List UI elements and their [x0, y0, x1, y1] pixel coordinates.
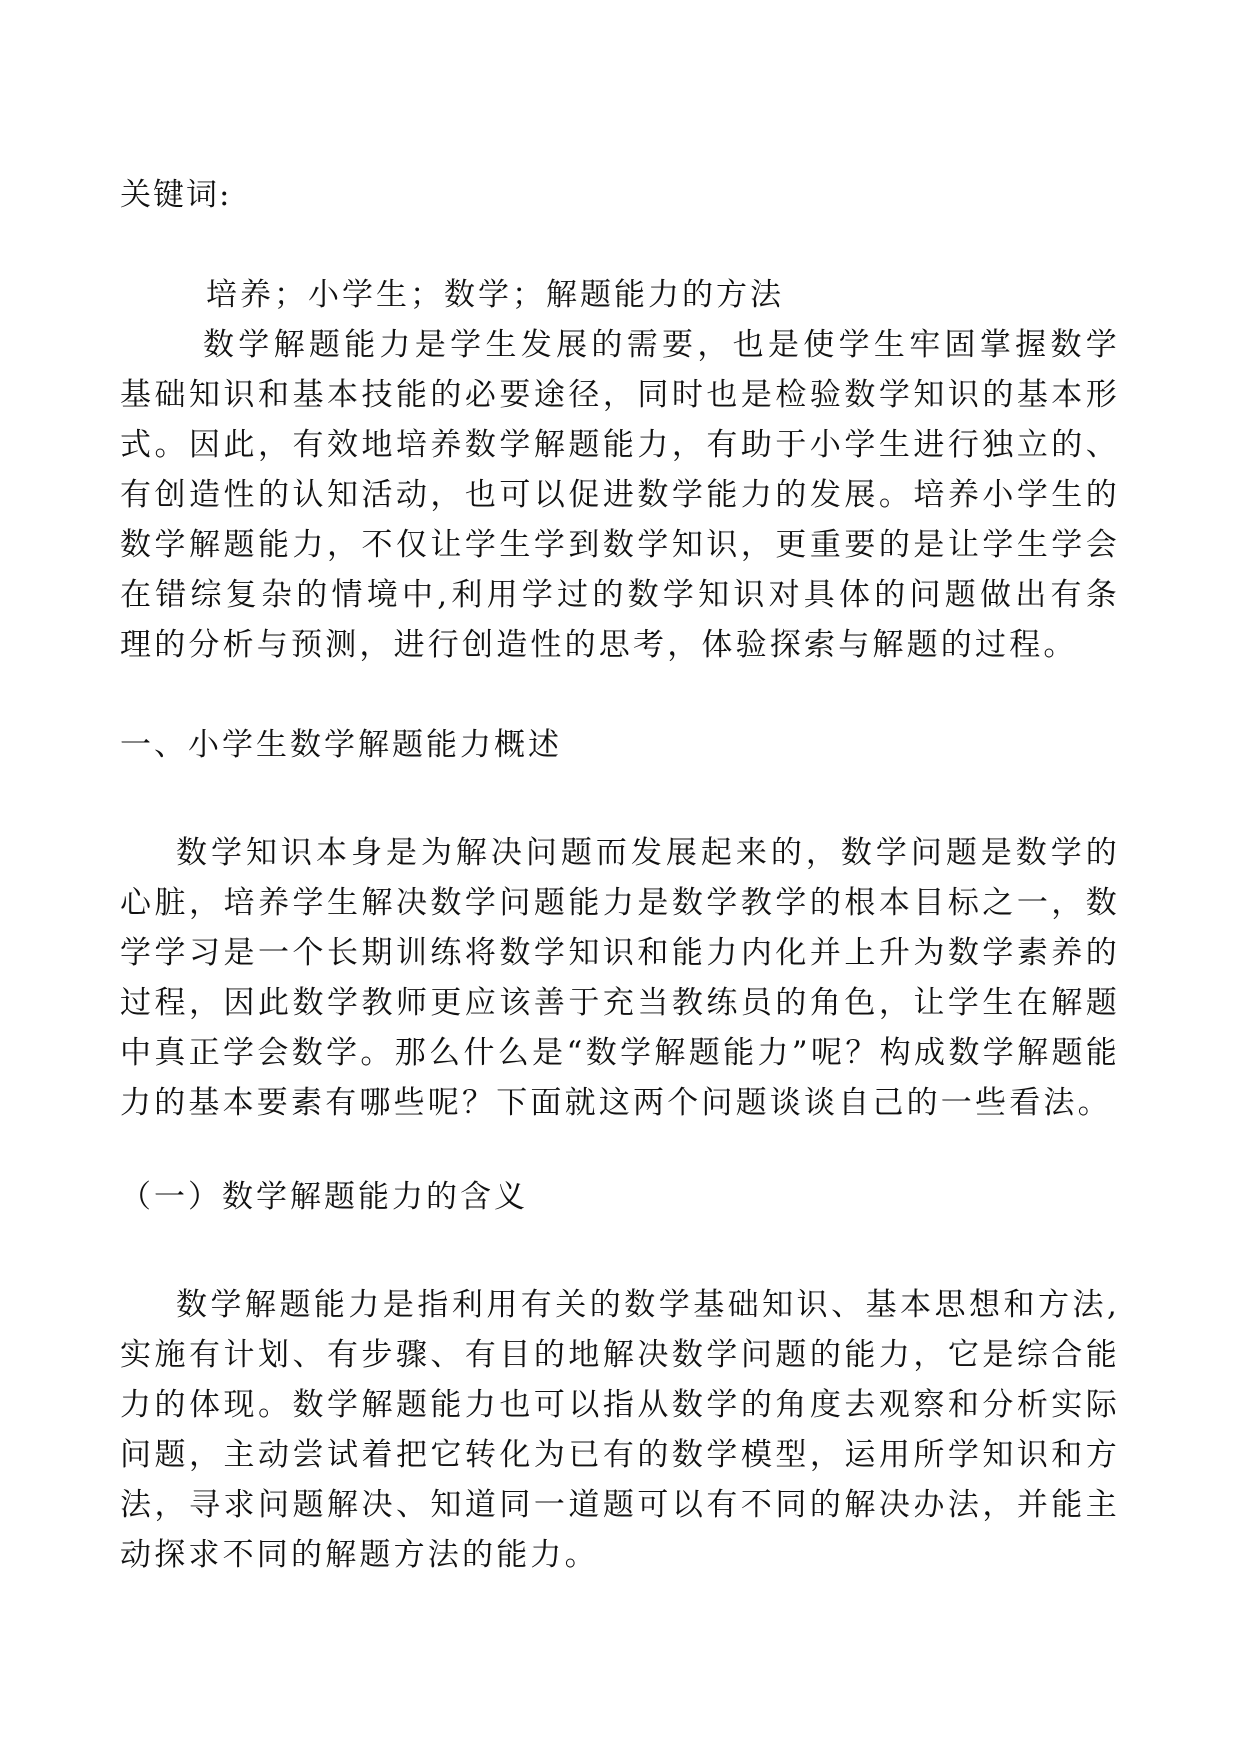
keywords-list: 培养；小学生；数学；解题能力的方法 — [206, 277, 784, 313]
section-heading: 一、小学生数学解题能力概述 — [120, 727, 562, 763]
document-body — [120, 170, 1120, 1580]
keywords-label: 关键词: — [120, 177, 232, 213]
subsection-paragraph: 数学解题能力是指利用有关的数学基础知识、基本思想和方法,实施有计划、有步骤、有目的地解决数学问题的能力，它是综合能力的体现。数学解题能力也可以指从数学的角度去观察和分析实际问题，主动尝试着把它转化为已有的数学模型，运用所学知识和方法，寻求问题解决、知道同一道题可以有不同的解决办法，并能主动探求不同的解题方法的能力。 — [120, 1287, 1120, 1573]
subsection-heading: （一）数学解题能力的含义 — [120, 1179, 528, 1215]
section-paragraph: 数学知识本身是为解决问题而发展起来的，数学问题是数学的心脏，培养学生解决数学问题能力是数学教学的根本目标之一，数学学习是一个长期训练将数学知识和能力内化并上升为数学素养的过程，因此数学教师更应该善于充当教练员的角色，让学生在解题中真正学会数学。那么什么是“数学解题能力”呢？构成数学解题能力的基本要素有哪些呢？下面就这两个问题谈谈自己的一些看法。 — [120, 835, 1120, 1121]
intro-paragraph: 数学解题能力是学生发展的需要，也是使学生牢固掌握数学基础知识和基本技能的必要途径，同时也是检验数学知识的基本形式。因此，有效地培养数学解题能力，有助于小学生进行独立的、有创造性的认知活动，也可以促进数学能力的发展。培养小学生的数学解题能力，不仅让学生学到数学知识，更重要的是让学生学会在错综复杂的情境中,利用学过的数学知识对具体的问题做出有条理的分析与预测，进行创造性的思考，体验探索与解题的过程。 — [120, 327, 1120, 663]
